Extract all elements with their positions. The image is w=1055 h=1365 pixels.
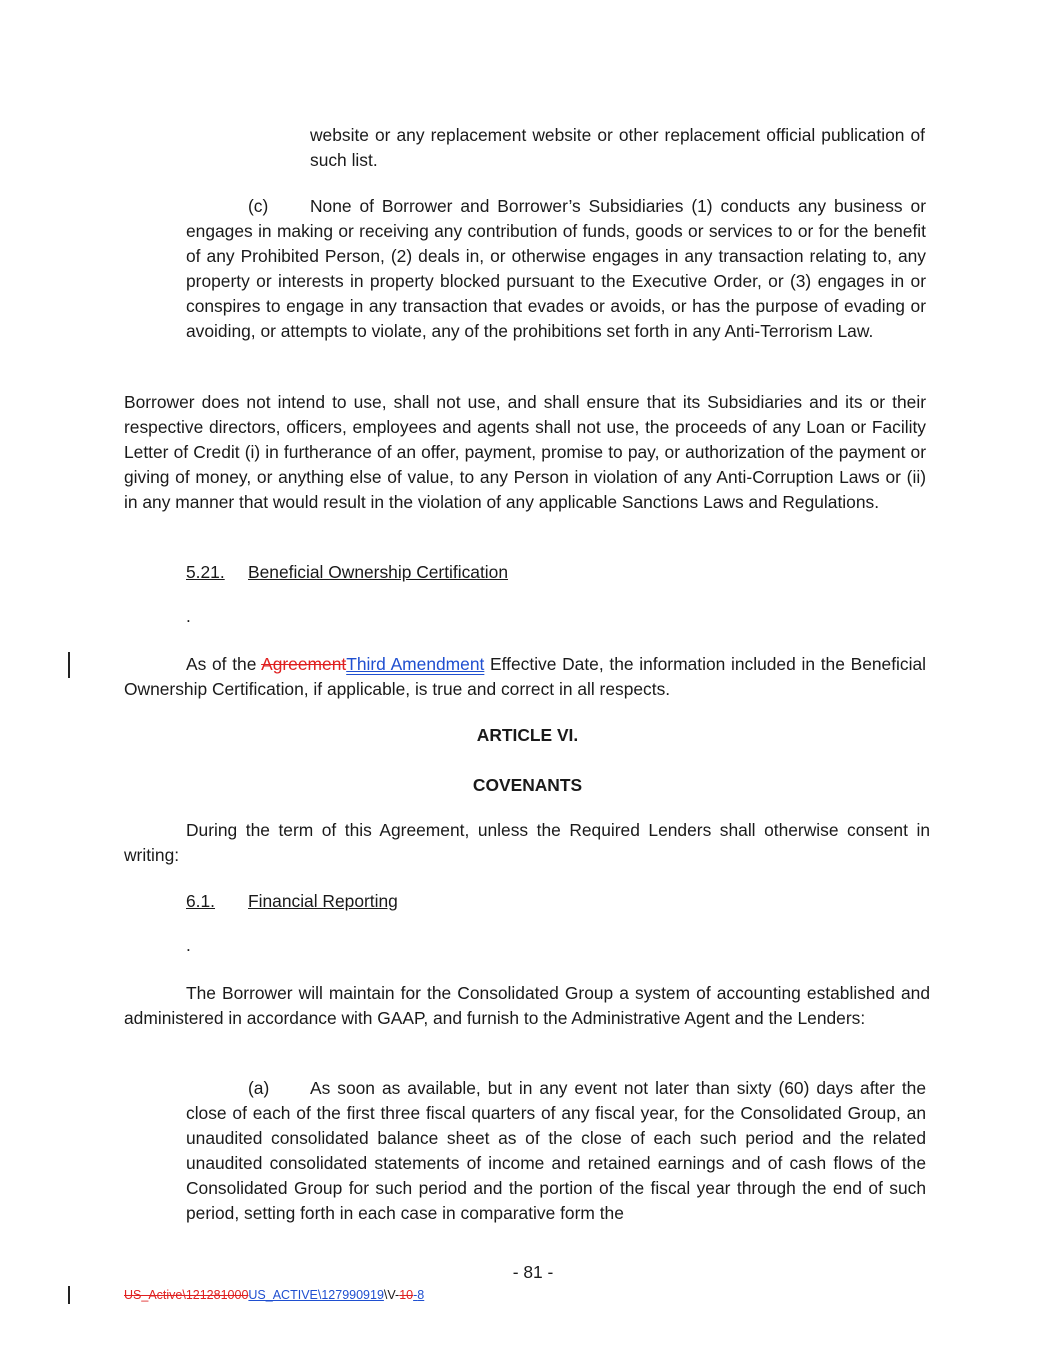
paragraph-as-of xyxy=(124,652,926,702)
section-5-21-heading xyxy=(186,560,509,585)
page-number: - 81 - xyxy=(512,1262,554,1282)
as-of-text-pre: As of the xyxy=(186,654,262,674)
deleted-text: Agreement xyxy=(261,654,347,674)
section-6-1-period: . xyxy=(186,935,191,955)
section-5-21-period: . xyxy=(186,606,191,626)
paragraph-c-label: (c) xyxy=(248,196,269,216)
footer-inserted-version: 8 xyxy=(417,1288,425,1302)
footer-dash: - xyxy=(413,1288,418,1302)
as-of-text-post: Effective Date, the information included in the Beneficial Ownership Certification, if applicable, is true and correct in all respects. xyxy=(124,654,927,699)
article-heading: ARTICLE VI. xyxy=(476,725,579,745)
inserted-text: Third Amendment xyxy=(346,654,485,674)
section-6-1-heading xyxy=(186,889,398,914)
section-6-1-title: Financial Reporting xyxy=(248,891,398,911)
footer-deleted-version: 10 xyxy=(399,1288,414,1302)
section-5-21-number: 5.21. xyxy=(186,562,225,582)
paragraph-during-term: During the term of this Agreement, unless the Required Lenders shall otherwise consent in writing: xyxy=(124,820,930,865)
paragraph-c-text: None of Borrower and Borrower’s Subsidiaries (1) conducts any business or engages in making or receiving any contribution of funds, goods or services to or for the benefit of any Prohibited Person, (2) deals in, or otherwise engages in any transaction relating to, any property or interests in property blocked pursuant to the Executive Order, or (3) engages in or conspires to engage in any transaction that evades or avoids, or has the purpose of evading or avoiding, or attempts to violate, any of the prohibitions set forth in any Anti-Terrorism Law. xyxy=(186,196,926,341)
paragraph-a xyxy=(186,1076,926,1226)
footer-change-bar xyxy=(68,1286,70,1304)
paragraph-a-label: (a) xyxy=(248,1078,270,1098)
footer-inserted-path: US_ACTIVE\127990919 xyxy=(248,1288,384,1302)
paragraph-c xyxy=(186,194,926,344)
paragraph-borrower-use: Borrower does not intend to use, shall not use, and shall ensure that its Subsidiaries and its or their respective directors, officers, employees and agents shall not use, the proceeds of any Loan or Facility Letter of Credit (i) in furtherance of an offer, payment, promise to pay, or authorization of the payment or giving of money, or anything else of value, to any Person in violation of any Anti-Corruption Laws or (ii) in any manner that would result in the violation of any applicable Sanctions Laws and Regulations. xyxy=(124,392,926,512)
change-bar xyxy=(68,652,70,678)
footer-deleted-path: US_Active\121281000 xyxy=(124,1288,249,1302)
paragraph-a-text: As soon as available, but in any event not later than sixty (60) days after the close of each of the first three fiscal quarters of any fiscal year, for the Consolidated Group, an unaudited consolidated balance sheet as of the close of each such period and the related unaudited consolidated statements of income and retained earnings and of cash flows of the Consolidated Group for such period and the portion of the fiscal year through the end of such period, setting forth in each case in comparative form the xyxy=(186,1078,926,1223)
section-6-1-number: 6.1. xyxy=(186,891,216,911)
document-id-footer xyxy=(124,1287,424,1303)
footer-separator: \V- xyxy=(383,1288,400,1302)
section-5-21-title: Beneficial Ownership Certification xyxy=(248,562,509,582)
list-continuation: website or any replacement website or other replacement official publication of such list. xyxy=(310,125,925,170)
covenants-heading: COVENANTS xyxy=(472,775,583,795)
paragraph-borrower-maintain: The Borrower will maintain for the Consolidated Group a system of accounting established and administered in accordance with GAAP, and furnish to the Administrative Agent and the Lenders: xyxy=(124,983,930,1028)
